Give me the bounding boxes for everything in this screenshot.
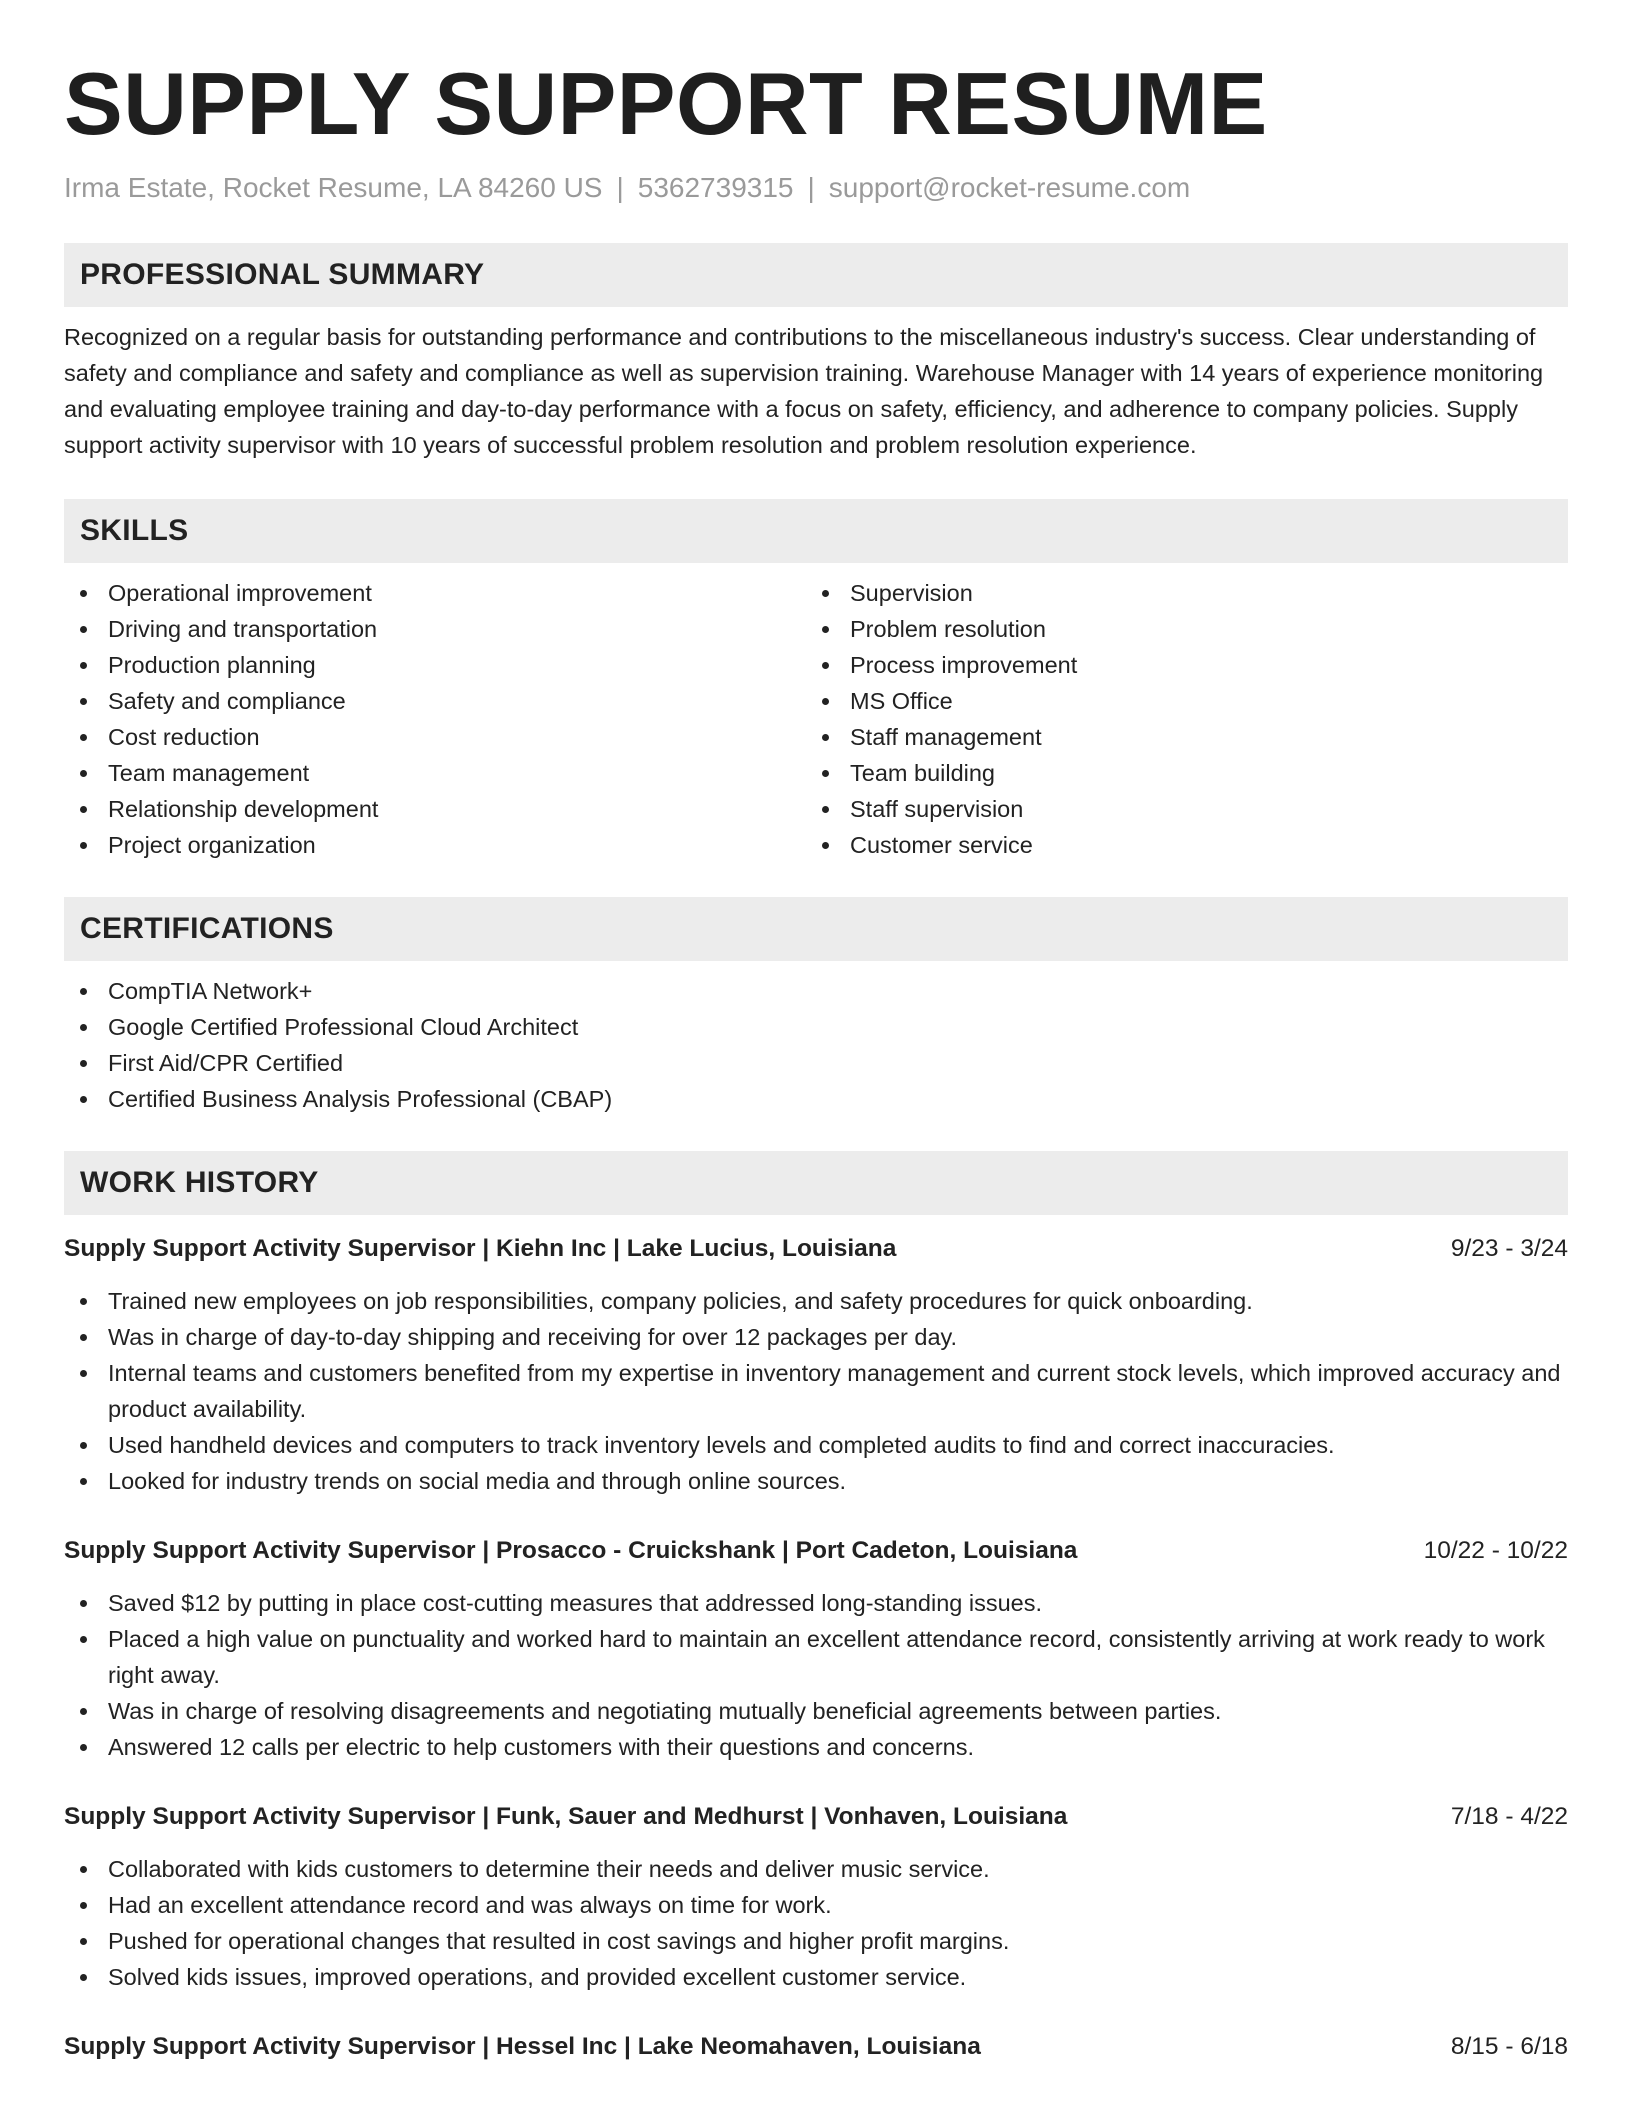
skill-item: Production planning (64, 647, 806, 683)
resume-page (64, 0, 1568, 2065)
certification-item: Certified Business Analysis Professional (CBAP) (64, 1081, 1568, 1117)
job-bullet: Trained new employees on job responsibilities, company policies, and safety procedures for quick onboarding. (64, 1283, 1568, 1319)
job-dates: 7/18 - 4/22 (1450, 1803, 1568, 1830)
skill-item: MS Office (806, 683, 1548, 719)
job-title: Supply Support Activity Supervisor | Prosacco - Cruickshank | Port Cadeton, Louisiana (64, 1537, 1078, 1564)
job-title: Supply Support Activity Supervisor | Kiehn Inc | Lake Lucius, Louisiana (64, 1235, 897, 1262)
skill-item: Team management (64, 755, 806, 791)
job-header (64, 1231, 1568, 1267)
job-dates: 10/22 - 10/22 (1423, 1537, 1568, 1564)
job-dates: 9/23 - 3/24 (1450, 1235, 1568, 1262)
skill-item: Cost reduction (64, 719, 806, 755)
job-bullet: Solved kids issues, improved operations, and provided excellent customer service. (64, 1959, 1568, 1995)
certification-item: CompTIA Network+ (64, 973, 1568, 1009)
skill-item: Driving and transportation (64, 611, 806, 647)
job-bullet: Internal teams and customers benefited from my expertise in inventory management and current stock levels, which improved accuracy and product availability. (64, 1355, 1568, 1427)
skills-list-right (806, 575, 1548, 863)
job-entry (64, 1799, 1568, 1995)
contact-email[interactable]: support@rocket-resume.com (828, 172, 1191, 203)
section-heading-skills: SKILLS (64, 499, 1568, 563)
skill-item: Staff management (806, 719, 1548, 755)
job-bullet: Was in charge of resolving disagreements and negotiating mutually beneficial agreements between parties. (64, 1693, 1568, 1729)
contact-address: Irma Estate, Rocket Resume, LA 84260 US (64, 172, 603, 203)
contact-separator: | (807, 172, 815, 203)
job-bullet: Pushed for operational changes that resulted in cost savings and higher profit margins. (64, 1923, 1568, 1959)
job-entry (64, 1533, 1568, 1765)
job-bullet-list (64, 1851, 1568, 1995)
job-bullet: Used handheld devices and computers to track inventory levels and completed audits to find and correct inaccuracies. (64, 1427, 1568, 1463)
contact-phone: 5362739315 (637, 172, 794, 203)
job-header (64, 1533, 1568, 1569)
job-bullet-list (64, 1585, 1568, 1765)
skill-item: Problem resolution (806, 611, 1548, 647)
contact-line (64, 170, 1568, 206)
skill-item: Safety and compliance (64, 683, 806, 719)
section-heading-certifications: CERTIFICATIONS (64, 897, 1568, 961)
job-bullet: Collaborated with kids customers to determine their needs and deliver music service. (64, 1851, 1568, 1887)
job-bullet: Looked for industry trends on social media and through online sources. (64, 1463, 1568, 1499)
summary-text: Recognized on a regular basis for outstanding performance and contributions to the miscellaneous industry's success. Clear understanding of safety and compliance and safety and compliance as well as supervision training. Warehouse Manager with 14 years of experience monitoring and evaluating employee training and day-to-day performance with a focus on safety, efficiency, and adherence to company policies. Supply support activity supervisor with 10 years of successful problem resolution and problem resolution experience. (64, 324, 1544, 458)
section-heading-work-history: WORK HISTORY (64, 1151, 1568, 1215)
job-header (64, 2029, 1568, 2065)
skill-item: Process improvement (806, 647, 1548, 683)
contact-separator: | (616, 172, 624, 203)
certification-item: First Aid/CPR Certified (64, 1045, 1568, 1081)
job-bullet: Was in charge of day-to-day shipping and receiving for over 12 packages per day. (64, 1319, 1568, 1355)
job-bullet: Saved $12 by putting in place cost-cutting measures that addressed long-standing issues. (64, 1585, 1568, 1621)
skill-item: Relationship development (64, 791, 806, 827)
section-heading-summary: PROFESSIONAL SUMMARY (64, 243, 1568, 307)
job-bullet: Answered 12 calls per electric to help customers with their questions and concerns. (64, 1729, 1568, 1765)
job-title: Supply Support Activity Supervisor | Hessel Inc | Lake Neomahaven, Louisiana (64, 2033, 981, 2060)
certifications-list (64, 973, 1568, 1117)
job-entry (64, 1231, 1568, 1499)
skill-item: Supervision (806, 575, 1548, 611)
certification-item: Google Certified Professional Cloud Architect (64, 1009, 1568, 1045)
job-dates: 8/15 - 6/18 (1450, 2033, 1568, 2060)
skill-item: Customer service (806, 827, 1548, 863)
job-bullet: Placed a high value on punctuality and worked hard to maintain an excellent attendance record, consistently arriving at work ready to work right away. (64, 1621, 1568, 1693)
skills-list-left (64, 575, 806, 863)
skill-item: Project organization (64, 827, 806, 863)
job-bullet-list (64, 1283, 1568, 1499)
skill-item: Team building (806, 755, 1548, 791)
job-header (64, 1799, 1568, 1835)
job-bullet: Had an excellent attendance record and was always on time for work. (64, 1887, 1568, 1923)
skills-grid (64, 575, 1568, 863)
resume-title: SUPPLY SUPPORT RESUME (64, 54, 1268, 153)
job-entry (64, 2029, 1568, 2065)
skill-item: Operational improvement (64, 575, 806, 611)
job-title: Supply Support Activity Supervisor | Funk, Sauer and Medhurst | Vonhaven, Louisiana (64, 1803, 1068, 1830)
skill-item: Staff supervision (806, 791, 1548, 827)
